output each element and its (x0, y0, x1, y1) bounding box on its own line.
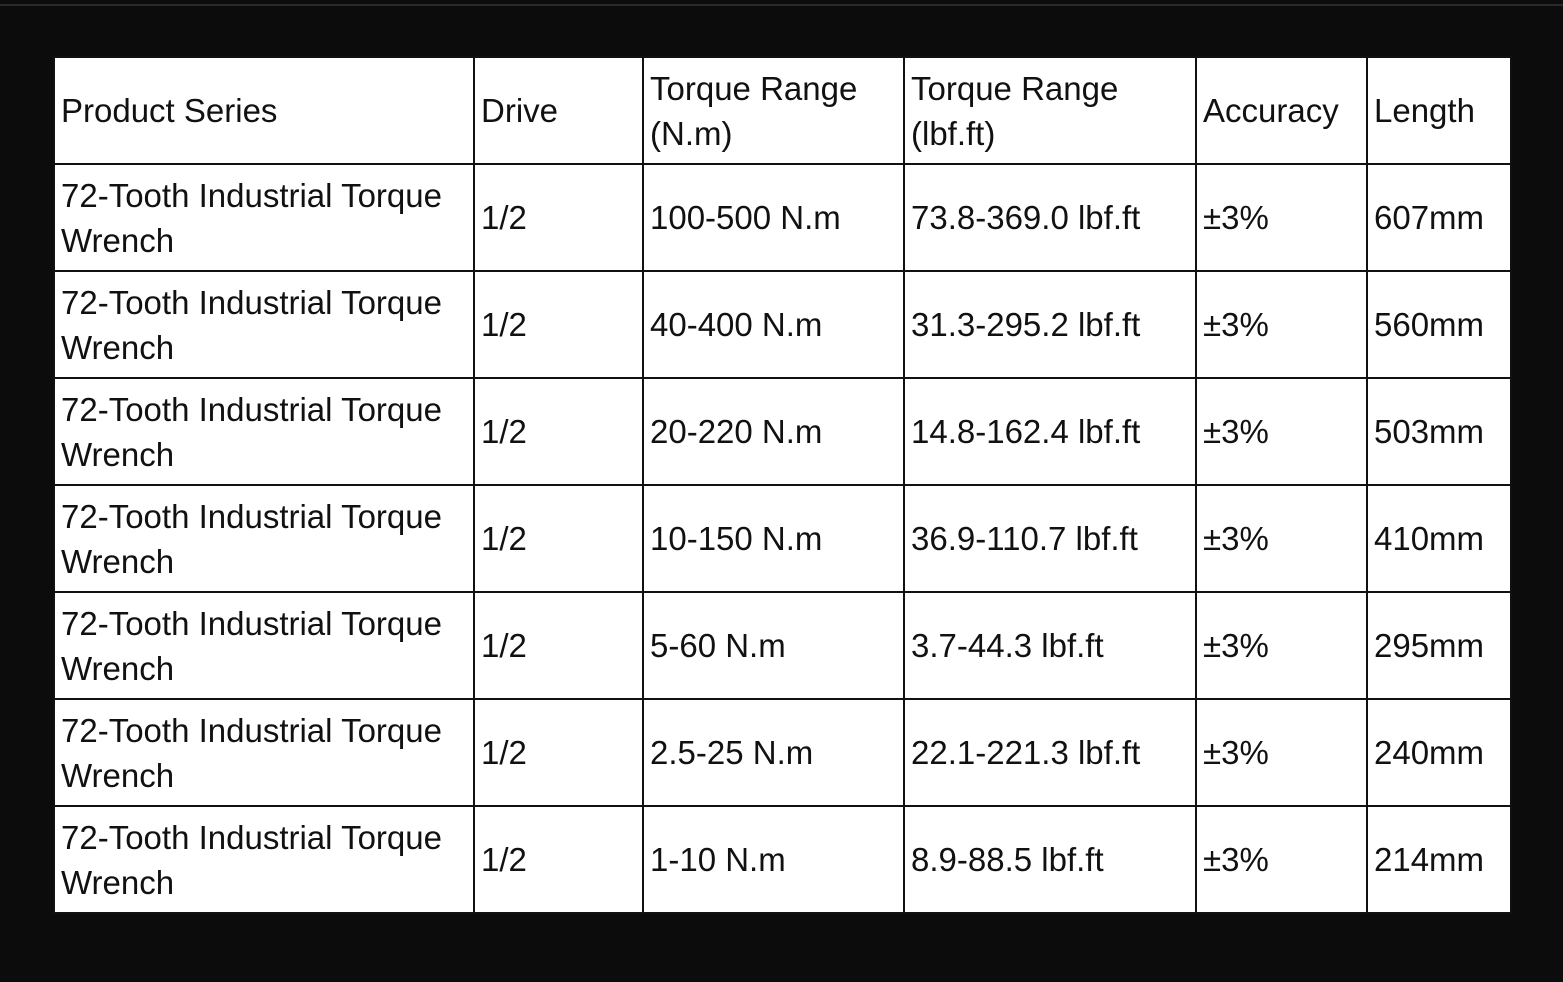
cell-torque-range-lbfft: 36.9-110.7 lbf.ft (904, 485, 1196, 592)
cell-accuracy: ±3% (1196, 806, 1367, 913)
cell-accuracy: ±3% (1196, 271, 1367, 378)
cell-torque-range-lbfft: 73.8-369.0 lbf.ft (904, 164, 1196, 271)
cell-drive: 1/2 (474, 592, 643, 699)
cell-accuracy: ±3% (1196, 699, 1367, 806)
table-row (54, 164, 1511, 271)
table-row (54, 485, 1511, 592)
cell-drive: 1/2 (474, 699, 643, 806)
cell-product-series: 72-Tooth Industrial Torque Wrench (54, 485, 474, 592)
cell-accuracy: ±3% (1196, 485, 1367, 592)
cell-drive: 1/2 (474, 806, 643, 913)
column-header-torque-range-lbfft: Torque Range (lbf.ft) (904, 57, 1196, 164)
cell-torque-range-nm: 40-400 N.m (643, 271, 904, 378)
cell-product-series: 72-Tooth Industrial Torque Wrench (54, 271, 474, 378)
table-row (54, 592, 1511, 699)
column-header-product-series: Product Series (54, 57, 474, 164)
cell-length: 607mm (1367, 164, 1511, 271)
table-header-row (54, 57, 1511, 164)
cell-torque-range-nm: 5-60 N.m (643, 592, 904, 699)
cell-torque-range-nm: 2.5-25 N.m (643, 699, 904, 806)
column-header-length: Length (1367, 57, 1511, 164)
column-header-accuracy: Accuracy (1196, 57, 1367, 164)
cell-length: 503mm (1367, 378, 1511, 485)
cell-product-series: 72-Tooth Industrial Torque Wrench (54, 378, 474, 485)
column-header-torque-range-nm: Torque Range (N.m) (643, 57, 904, 164)
cell-torque-range-lbfft: 8.9-88.5 lbf.ft (904, 806, 1196, 913)
cell-accuracy: ±3% (1196, 592, 1367, 699)
cell-length: 240mm (1367, 699, 1511, 806)
table-row (54, 806, 1511, 913)
cell-product-series: 72-Tooth Industrial Torque Wrench (54, 806, 474, 913)
cell-drive: 1/2 (474, 485, 643, 592)
cell-torque-range-nm: 1-10 N.m (643, 806, 904, 913)
cell-drive: 1/2 (474, 164, 643, 271)
cell-torque-range-nm: 10-150 N.m (643, 485, 904, 592)
cell-torque-range-lbfft: 3.7-44.3 lbf.ft (904, 592, 1196, 699)
table-row (54, 378, 1511, 485)
cell-accuracy: ±3% (1196, 378, 1367, 485)
cell-product-series: 72-Tooth Industrial Torque Wrench (54, 699, 474, 806)
cell-drive: 1/2 (474, 271, 643, 378)
table-row (54, 271, 1511, 378)
cell-torque-range-lbfft: 14.8-162.4 lbf.ft (904, 378, 1196, 485)
cell-product-series: 72-Tooth Industrial Torque Wrench (54, 164, 474, 271)
cell-length: 410mm (1367, 485, 1511, 592)
cell-accuracy: ±3% (1196, 164, 1367, 271)
table-row (54, 699, 1511, 806)
cell-length: 214mm (1367, 806, 1511, 913)
cell-torque-range-nm: 20-220 N.m (643, 378, 904, 485)
cell-length: 295mm (1367, 592, 1511, 699)
cell-torque-range-lbfft: 31.3-295.2 lbf.ft (904, 271, 1196, 378)
cell-length: 560mm (1367, 271, 1511, 378)
cell-product-series: 72-Tooth Industrial Torque Wrench (54, 592, 474, 699)
top-border-line (0, 4, 1563, 6)
spec-table-container (53, 56, 1510, 914)
cell-torque-range-nm: 100-500 N.m (643, 164, 904, 271)
cell-drive: 1/2 (474, 378, 643, 485)
torque-wrench-spec-table (53, 56, 1512, 914)
cell-torque-range-lbfft: 22.1-221.3 lbf.ft (904, 699, 1196, 806)
column-header-drive: Drive (474, 57, 643, 164)
